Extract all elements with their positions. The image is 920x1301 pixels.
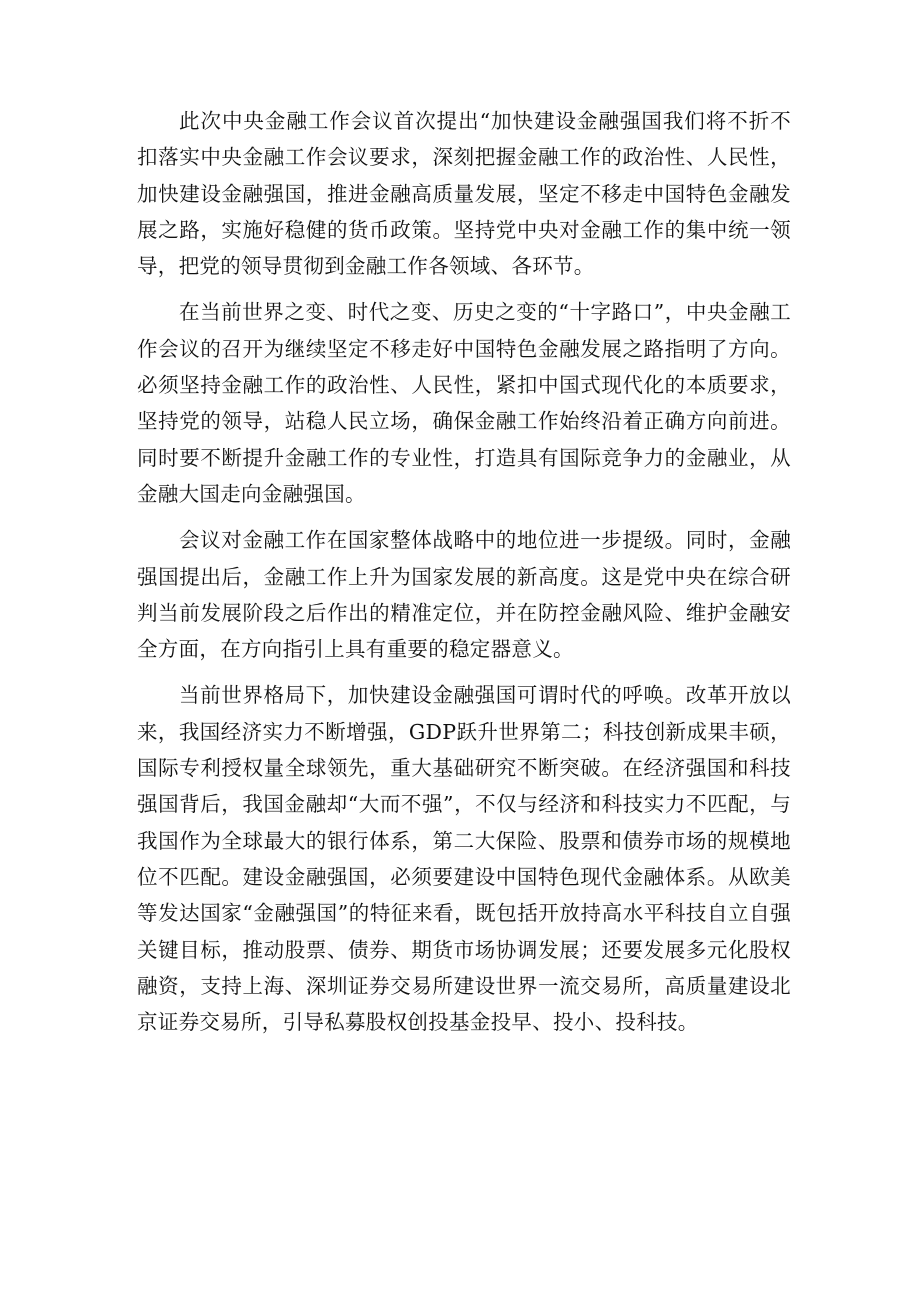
paragraph-1: 此次中央金融工作会议首次提出“加快建设金融强国我们将不折不扣落实中央金融工作会议要求，深刻把握金融工作的政治性、人民性，加快建设金融强国，推进金融高质量发展，坚定不移走中国特色金融发展之路，实施好稳健的货币政策。坚持党中央对金融工作的集中统一领导，把党的领导贯彻到金融工作各领域、各环节。 bbox=[137, 109, 791, 279]
paragraph-4: 当前世界格局下，加快建设金融强国可谓时代的呼唤。改革开放以来，我国经济实力不断增强，GDP跃升世界第二；科技创新成果丰硕，国际专利授权量全球领先，重大基础研究不断突破。在经济强国和科技强国背后，我国金融却“大而不强”，不仅与经济和科技实力不匹配，与我国作为全球最大的银行体系，第二大保险、股票和债券市场的规模地位不匹配。建设金融强国，必须要建设中国特色现代金融体系。从欧美等发达国家“金融强国”的特征来看，既包括开放持高水平科技自立自强关键目标，推动股票、债券、期货市场协调发展；还要发展多元化股权融资，支持上海、深圳证券交易所建设世界一流交易所，高质量建设北京证券交易所，引导私募股权创投基金投早、投小、投科技。 bbox=[137, 683, 791, 1035]
paragraph-2: 在当前世界之变、时代之变、历史之变的“十字路口”，中央金融工作会议的召开为继续坚定不移走好中国特色金融发展之路指明了方向。必须坚持金融工作的政治性、人民性，紧扣中国式现代化的本质要求，坚持党的领导，站稳人民立场，确保金融工作始终沿着正确方向前进。同时要不断提升金融工作的专业性，打造具有国际竞争力的金融业，从金融大国走向金融强国。 bbox=[137, 300, 791, 506]
document-page bbox=[137, 103, 791, 1040]
paragraph-3: 会议对金融工作在国家整体战略中的地位进一步提级。同时，金融强国提出后，金融工作上升为国家发展的新高度。这是党中央在综合研判当前发展阶段之后作出的精准定位，并在防控金融风险、维护金融安全方面，在方向指引上具有重要的稳定器意义。 bbox=[137, 528, 791, 662]
